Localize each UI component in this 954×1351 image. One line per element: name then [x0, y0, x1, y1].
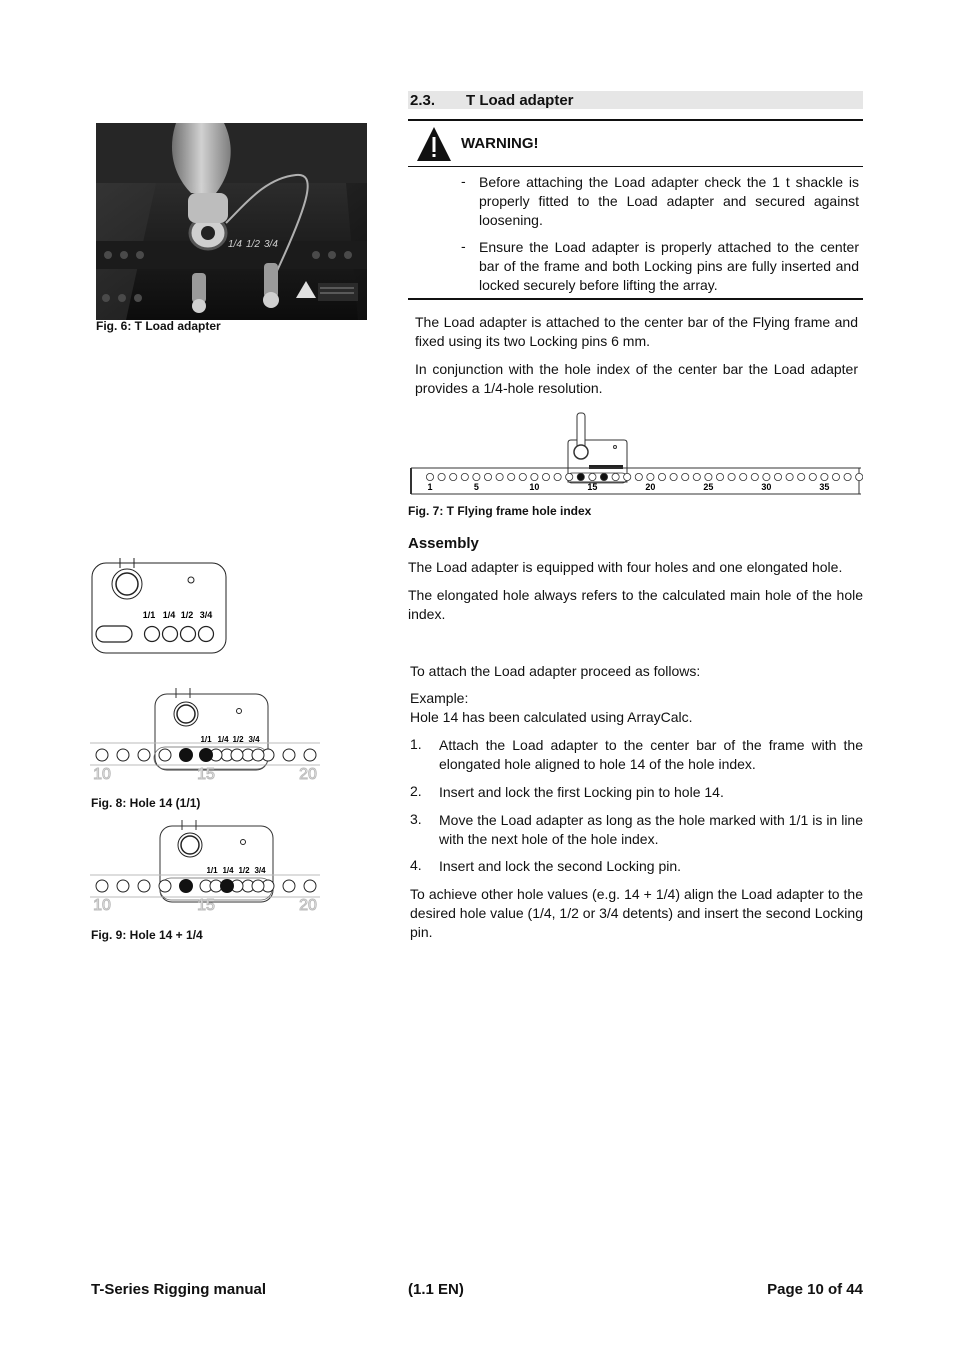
- fig7-caption: Fig. 7: T Flying frame hole index: [408, 504, 592, 518]
- step-number: 3.: [410, 811, 422, 827]
- fig9-caption: Fig. 9: Hole 14 + 1/4: [91, 928, 203, 942]
- fig7-hole: [635, 473, 642, 480]
- fig7-hole: [484, 473, 491, 480]
- step-text: Insert and lock the first Locking pin to hole 14.: [439, 784, 724, 800]
- fig7-hole: [473, 473, 480, 480]
- fig7-hole: [716, 473, 723, 480]
- footer-version: (1.1 EN): [408, 1281, 464, 1298]
- warning-item-dash: -: [461, 238, 466, 254]
- fig6-photo-label: 3/4: [264, 239, 278, 250]
- step-number: 2.: [410, 783, 422, 799]
- fig7-scale-label: 25: [703, 482, 714, 492]
- fig7-scale-label: 1: [427, 482, 433, 492]
- example-label: Example:: [410, 690, 469, 706]
- fig7-hole: [461, 473, 468, 480]
- detent-label: 1/2: [180, 610, 194, 620]
- warning-item: Before attaching the Load adapter check the 1 t shackle is properly fitted to the Load adapter and secured against loosening.: [479, 174, 859, 228]
- step-number: 4.: [410, 857, 422, 873]
- detent-label: 1/2: [232, 735, 244, 744]
- fig7-hole: [566, 473, 573, 480]
- fig7-hole-filled: [577, 473, 584, 480]
- fig7-hole: [450, 473, 457, 480]
- fig7-scale-label: 35: [819, 482, 830, 492]
- fig7-hole: [589, 473, 596, 480]
- assembly-paragraph: The Load adapter is equipped with four holes and one elongated hole.: [408, 559, 843, 575]
- fig9-scale-label: 10: [93, 897, 111, 914]
- adapter-plate-drawing: [90, 558, 228, 656]
- fig6-photo: [96, 123, 367, 320]
- fig7-hole: [751, 473, 758, 480]
- fig8-caption: Fig. 8: Hole 14 (1/1): [91, 796, 201, 810]
- fig8-scale-label: 15: [197, 766, 215, 783]
- fig7-hole: [438, 473, 445, 480]
- fig7-hole: [821, 473, 828, 480]
- fig7-scale-label: 5: [473, 482, 479, 492]
- fig7-hole: [740, 473, 747, 480]
- detent-label: 1/1: [142, 610, 156, 620]
- fig7-hole: [508, 473, 515, 480]
- fig7-hole: [728, 473, 735, 480]
- assembly-paragraph: The elongated hole always refers to the calculated main hole of the hole index.: [408, 587, 863, 622]
- warning-triangle-icon: [416, 126, 452, 162]
- section-number: 2.3.: [410, 92, 436, 109]
- fig7-hole: [844, 473, 851, 480]
- fig7-hole: [496, 473, 503, 480]
- fig7-hole-index: [408, 410, 863, 498]
- fig7-hole-filled: [600, 473, 607, 480]
- intro-paragraph: In conjunction with the hole index of the center bar the Load adapter provides a 1/4-hole resolution.: [415, 361, 858, 396]
- warning-title: WARNING!: [461, 135, 539, 152]
- fig9-scale-label: 20: [299, 897, 317, 914]
- warning-item-dash: -: [461, 173, 466, 189]
- detent-label: 1/4: [222, 866, 234, 875]
- fig7-hole: [658, 473, 665, 480]
- fig8-scale-label: 10: [93, 766, 111, 783]
- detent-label: 1/2: [238, 866, 250, 875]
- footer-page-number: Page 10 of 44: [767, 1281, 863, 1298]
- detent-label: 3/4: [248, 735, 260, 744]
- closing-paragraph: To achieve other hole values (e.g. 14 + 1/4) align the Load adapter to the desired hole value (1/4, 1/2 or 3/4 detents) and insert the second Locking pin.: [410, 886, 863, 940]
- fig7-hole: [670, 473, 677, 480]
- warning-divider: [408, 166, 863, 167]
- fig6-photo-label: 1/2: [246, 239, 260, 250]
- detent-label: 3/4: [254, 866, 266, 875]
- example-text: Hole 14 has been calculated using ArrayCalc.: [410, 709, 693, 725]
- section-title: T Load adapter: [466, 92, 574, 109]
- detent-label: 3/4: [199, 610, 213, 620]
- fig7-hole: [624, 473, 631, 480]
- fig7-scale-label: 30: [761, 482, 772, 492]
- assembly-heading: Assembly: [408, 535, 479, 552]
- proceed-text: To attach the Load adapter proceed as follows:: [410, 663, 701, 679]
- fig9-drawing: [90, 820, 320, 915]
- step-text: Insert and lock the second Locking pin.: [439, 858, 682, 874]
- fig8-scale-label: 20: [299, 766, 317, 783]
- warning-bottom-rule: [408, 298, 863, 300]
- fig7-hole: [798, 473, 805, 480]
- fig7-hole: [542, 473, 549, 480]
- fig7-scale-label: 10: [529, 482, 540, 492]
- fig7-hole: [682, 473, 689, 480]
- fig7-hole: [856, 473, 863, 480]
- warning-top-rule: [408, 119, 863, 121]
- fig6-photo-label: 1/4: [228, 239, 242, 250]
- section-heading: [408, 91, 863, 109]
- fig7-hole: [705, 473, 712, 480]
- step-text: Attach the Load adapter to the center bar of the frame with the elongated hole aligned to hole 14 of the hole index.: [439, 737, 863, 772]
- fig6-caption: Fig. 6: T Load adapter: [96, 319, 221, 333]
- fig7-hole: [763, 473, 770, 480]
- intro-paragraph: The Load adapter is attached to the center bar of the Flying frame and fixed using its two Locking pins 6 mm.: [415, 314, 858, 349]
- step-text: Move the Load adapter as long as the hole marked with 1/1 is in line with the next hole of the hole index.: [439, 812, 863, 847]
- fig8-drawing: [90, 688, 320, 783]
- footer-manual-title: T-Series Rigging manual: [91, 1281, 267, 1298]
- detent-label: 1/4: [217, 735, 229, 744]
- fig7-hole: [832, 473, 839, 480]
- fig7-scale-label: 20: [645, 482, 656, 492]
- fig7-hole: [612, 473, 619, 480]
- detent-label: 1/4: [162, 610, 176, 620]
- fig7-hole: [647, 473, 654, 480]
- warning-item: Ensure the Load adapter is properly attached to the center bar of the frame and both Locking pins are fully inserted and locked securely before lifting the array.: [479, 239, 859, 293]
- fig7-scale-label: 15: [587, 482, 598, 492]
- fig7-hole: [693, 473, 700, 480]
- fig7-hole: [519, 473, 526, 480]
- fig7-hole: [554, 473, 561, 480]
- fig7-hole: [774, 473, 781, 480]
- detent-label: 1/1: [200, 735, 212, 744]
- fig7-hole: [426, 473, 433, 480]
- fig7-hole: [786, 473, 793, 480]
- detent-label: 1/1: [206, 866, 218, 875]
- step-number: 1.: [410, 736, 422, 752]
- fig9-scale-label: 15: [197, 897, 215, 914]
- fig7-hole: [809, 473, 816, 480]
- fig7-hole: [531, 473, 538, 480]
